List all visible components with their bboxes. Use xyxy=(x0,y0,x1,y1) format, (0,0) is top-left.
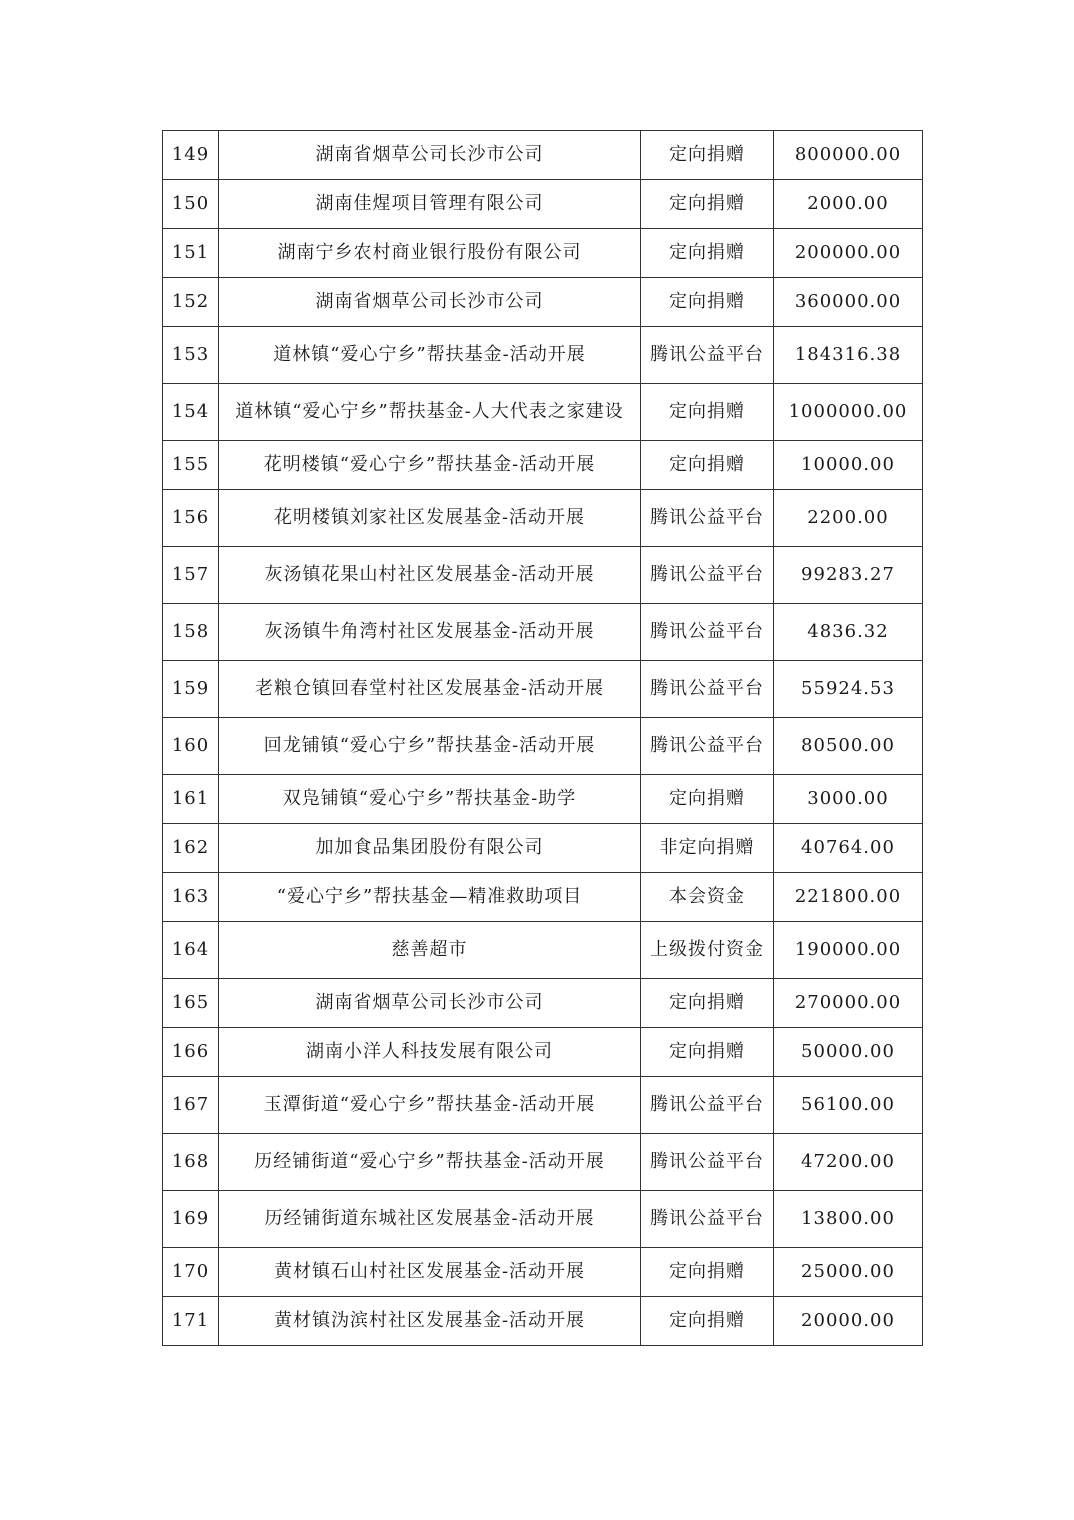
recipient-name-cell: 湖南省烟草公司长沙市公司 xyxy=(219,979,641,1028)
amount-cell: 270000.00 xyxy=(774,979,923,1028)
table-row xyxy=(163,979,923,1028)
recipient-name-cell: 湖南宁乡农村商业银行股份有限公司 xyxy=(219,229,641,278)
recipient-name-cell: 玉潭街道“爱心宁乡”帮扶基金-活动开展 xyxy=(219,1077,641,1134)
donation-table-body xyxy=(163,131,923,1346)
row-number-cell: 162 xyxy=(163,824,219,873)
donation-type-cell: 定向捐赠 xyxy=(641,278,774,327)
donation-type-cell: 腾讯公益平台 xyxy=(641,661,774,718)
row-number-cell: 163 xyxy=(163,873,219,922)
recipient-name-cell: 慈善超市 xyxy=(219,922,641,979)
donation-type-cell: 定向捐赠 xyxy=(641,1297,774,1346)
table-row xyxy=(163,873,923,922)
donation-table xyxy=(162,130,923,1346)
donation-type-cell: 腾讯公益平台 xyxy=(641,547,774,604)
row-number-cell: 151 xyxy=(163,229,219,278)
row-number-cell: 165 xyxy=(163,979,219,1028)
amount-cell: 800000.00 xyxy=(774,131,923,180)
row-number-cell: 152 xyxy=(163,278,219,327)
recipient-name-cell: “爱心宁乡”帮扶基金—精准救助项目 xyxy=(219,873,641,922)
table-row xyxy=(163,824,923,873)
table-row xyxy=(163,604,923,661)
recipient-name-cell: 湖南省烟草公司长沙市公司 xyxy=(219,278,641,327)
donation-type-cell: 腾讯公益平台 xyxy=(641,1077,774,1134)
table-row xyxy=(163,490,923,547)
row-number-cell: 169 xyxy=(163,1191,219,1248)
amount-cell: 40764.00 xyxy=(774,824,923,873)
donation-type-cell: 定向捐赠 xyxy=(641,131,774,180)
amount-cell: 200000.00 xyxy=(774,229,923,278)
donation-type-cell: 定向捐赠 xyxy=(641,979,774,1028)
recipient-name-cell: 湖南小洋人科技发展有限公司 xyxy=(219,1028,641,1077)
row-number-cell: 171 xyxy=(163,1297,219,1346)
row-number-cell: 153 xyxy=(163,327,219,384)
amount-cell: 184316.38 xyxy=(774,327,923,384)
amount-cell: 2200.00 xyxy=(774,490,923,547)
donation-type-cell: 腾讯公益平台 xyxy=(641,604,774,661)
recipient-name-cell: 灰汤镇牛角湾村社区发展基金-活动开展 xyxy=(219,604,641,661)
donation-type-cell: 腾讯公益平台 xyxy=(641,718,774,775)
recipient-name-cell: 历经铺街道东城社区发展基金-活动开展 xyxy=(219,1191,641,1248)
donation-type-cell: 定向捐赠 xyxy=(641,1028,774,1077)
table-row xyxy=(163,384,923,441)
row-number-cell: 161 xyxy=(163,775,219,824)
row-number-cell: 157 xyxy=(163,547,219,604)
table-row xyxy=(163,1028,923,1077)
amount-cell: 13800.00 xyxy=(774,1191,923,1248)
row-number-cell: 168 xyxy=(163,1134,219,1191)
table-row xyxy=(163,718,923,775)
table-row xyxy=(163,1191,923,1248)
amount-cell: 56100.00 xyxy=(774,1077,923,1134)
amount-cell: 4836.32 xyxy=(774,604,923,661)
amount-cell: 360000.00 xyxy=(774,278,923,327)
recipient-name-cell: 道林镇“爱心宁乡”帮扶基金-活动开展 xyxy=(219,327,641,384)
donation-type-cell: 定向捐赠 xyxy=(641,384,774,441)
recipient-name-cell: 湖南省烟草公司长沙市公司 xyxy=(219,131,641,180)
amount-cell: 55924.53 xyxy=(774,661,923,718)
amount-cell: 2000.00 xyxy=(774,180,923,229)
row-number-cell: 160 xyxy=(163,718,219,775)
row-number-cell: 167 xyxy=(163,1077,219,1134)
recipient-name-cell: 花明楼镇刘家社区发展基金-活动开展 xyxy=(219,490,641,547)
donation-type-cell: 腾讯公益平台 xyxy=(641,490,774,547)
amount-cell: 50000.00 xyxy=(774,1028,923,1077)
donation-type-cell: 定向捐赠 xyxy=(641,775,774,824)
row-number-cell: 170 xyxy=(163,1248,219,1297)
amount-cell: 47200.00 xyxy=(774,1134,923,1191)
table-row xyxy=(163,1248,923,1297)
table-row xyxy=(163,278,923,327)
recipient-name-cell: 灰汤镇花果山村社区发展基金-活动开展 xyxy=(219,547,641,604)
donation-type-cell: 本会资金 xyxy=(641,873,774,922)
row-number-cell: 164 xyxy=(163,922,219,979)
recipient-name-cell: 双凫铺镇“爱心宁乡”帮扶基金-助学 xyxy=(219,775,641,824)
table-row xyxy=(163,1077,923,1134)
donation-type-cell: 腾讯公益平台 xyxy=(641,1191,774,1248)
row-number-cell: 158 xyxy=(163,604,219,661)
table-row xyxy=(163,661,923,718)
recipient-name-cell: 道林镇“爱心宁乡”帮扶基金-人大代表之家建设 xyxy=(219,384,641,441)
donation-type-cell: 定向捐赠 xyxy=(641,180,774,229)
amount-cell: 1000000.00 xyxy=(774,384,923,441)
table-row xyxy=(163,327,923,384)
row-number-cell: 159 xyxy=(163,661,219,718)
recipient-name-cell: 加加食品集团股份有限公司 xyxy=(219,824,641,873)
row-number-cell: 155 xyxy=(163,441,219,490)
table-row xyxy=(163,922,923,979)
row-number-cell: 166 xyxy=(163,1028,219,1077)
table-row xyxy=(163,1134,923,1191)
amount-cell: 25000.00 xyxy=(774,1248,923,1297)
row-number-cell: 149 xyxy=(163,131,219,180)
amount-cell: 3000.00 xyxy=(774,775,923,824)
table-row xyxy=(163,547,923,604)
table-row xyxy=(163,441,923,490)
donation-type-cell: 上级拨付资金 xyxy=(641,922,774,979)
donation-type-cell: 定向捐赠 xyxy=(641,441,774,490)
recipient-name-cell: 黄材镇沩滨村社区发展基金-活动开展 xyxy=(219,1297,641,1346)
amount-cell: 20000.00 xyxy=(774,1297,923,1346)
donation-type-cell: 腾讯公益平台 xyxy=(641,1134,774,1191)
donation-type-cell: 定向捐赠 xyxy=(641,229,774,278)
donation-type-cell: 非定向捐赠 xyxy=(641,824,774,873)
recipient-name-cell: 历经铺街道“爱心宁乡”帮扶基金-活动开展 xyxy=(219,1134,641,1191)
donation-type-cell: 腾讯公益平台 xyxy=(641,327,774,384)
amount-cell: 190000.00 xyxy=(774,922,923,979)
recipient-name-cell: 老粮仓镇回春堂村社区发展基金-活动开展 xyxy=(219,661,641,718)
recipient-name-cell: 黄材镇石山村社区发展基金-活动开展 xyxy=(219,1248,641,1297)
table-row xyxy=(163,1297,923,1346)
table-row xyxy=(163,229,923,278)
row-number-cell: 150 xyxy=(163,180,219,229)
amount-cell: 99283.27 xyxy=(774,547,923,604)
donation-type-cell: 定向捐赠 xyxy=(641,1248,774,1297)
recipient-name-cell: 花明楼镇“爱心宁乡”帮扶基金-活动开展 xyxy=(219,441,641,490)
amount-cell: 221800.00 xyxy=(774,873,923,922)
amount-cell: 80500.00 xyxy=(774,718,923,775)
amount-cell: 10000.00 xyxy=(774,441,923,490)
row-number-cell: 154 xyxy=(163,384,219,441)
table-row xyxy=(163,775,923,824)
row-number-cell: 156 xyxy=(163,490,219,547)
recipient-name-cell: 湖南佳煋项目管理有限公司 xyxy=(219,180,641,229)
table-row xyxy=(163,180,923,229)
recipient-name-cell: 回龙铺镇“爱心宁乡”帮扶基金-活动开展 xyxy=(219,718,641,775)
table-row xyxy=(163,131,923,180)
